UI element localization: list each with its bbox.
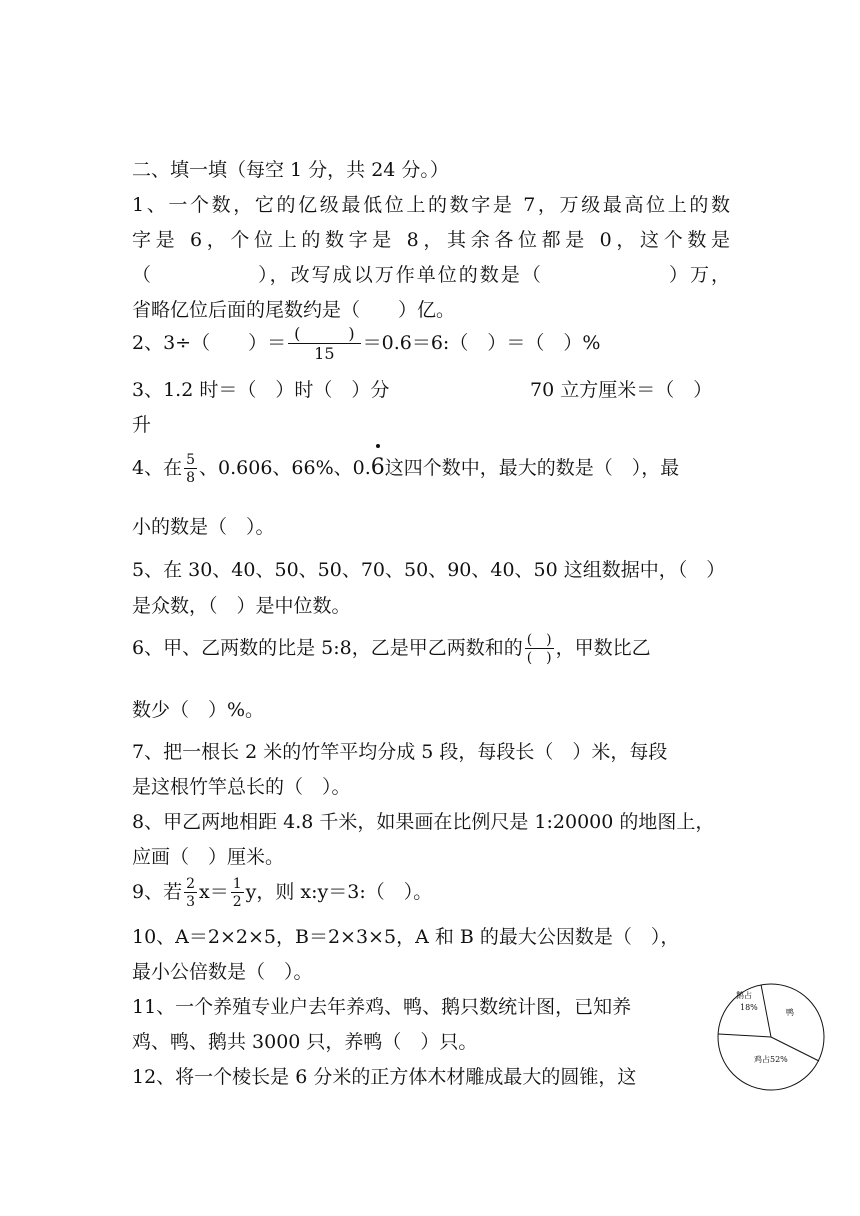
- q1-line-1: 1、一个数，它的亿级最低位上的数字是 7，万级最高位上的数: [132, 194, 730, 216]
- q1-line-3: （ ），改写成以万作单位的数是（ ）万，: [132, 264, 730, 286]
- q6-fraction-denominator: ( ): [526, 650, 552, 666]
- pie-chart: [716, 982, 826, 1092]
- q9-fraction-2-denominator: 2: [232, 894, 242, 910]
- q9-fraction-2-numerator: 1: [232, 876, 242, 892]
- q4-line-2: 小的数是（ ）。: [132, 516, 275, 538]
- q6-fraction-numerator: ( ): [526, 632, 552, 648]
- q5-line-2: 是众数，（ ）是中位数。: [132, 595, 351, 617]
- q9-middle: x＝: [199, 881, 229, 903]
- q9-fraction-1-denominator: 3: [186, 894, 196, 910]
- q4-fraction: [184, 453, 197, 485]
- q9-suffix: y，则 x:y＝3:（ ）。: [245, 881, 433, 903]
- q9-line: [132, 872, 432, 912]
- q11-line-2: 鸡、鸭、鹅共 3000 只，养鸭（ ）只。: [132, 1031, 478, 1053]
- q4-fraction-denominator: 8: [186, 470, 196, 486]
- q10-line-2: 最小公倍数是（ ）。: [132, 961, 313, 983]
- q6-line-1: [132, 628, 651, 668]
- q7-line-2: 是这根竹竿总长的（ ）。: [132, 776, 351, 798]
- q9-prefix: 9、若: [132, 881, 183, 903]
- pie-label-goose-percent: 18%: [740, 1003, 758, 1012]
- pie-label-goose: 鹅占: [736, 991, 752, 1000]
- q4-prefix: 4、在: [132, 457, 183, 479]
- q4-line-1: [132, 448, 679, 488]
- q9-fraction-1-numerator: 2: [186, 876, 196, 892]
- q2-fraction: [288, 326, 361, 362]
- q12-line-1: 12、将一个棱长是 6 分米的正方体木材雕成最大的圆锥，这: [132, 1066, 637, 1088]
- q7-line-1: 7、把一根长 2 米的竹竿平均分成 5 段，每段长（ ）米，每段: [132, 741, 668, 763]
- q10-line-1: 10、A＝2×2×5，B＝2×3×5，A 和 B 的最大公因数是（ ），: [132, 926, 680, 948]
- q4-fraction-numerator: 5: [186, 452, 196, 468]
- q8-line-1: 8、甲乙两地相距 4.8 千米，如果画在比例尺是 1:20000 的地图上，: [132, 811, 715, 833]
- q3-line-2: 升: [132, 414, 152, 436]
- q4-middle: 、0.606、66%、0.: [199, 457, 371, 479]
- q9-fraction-2: [231, 877, 244, 909]
- q5-line-1: 5、在 30、40、50、50、70、50、90、40、50 这组数据中，（ ）: [132, 559, 726, 581]
- q9-fraction-1: [184, 877, 197, 909]
- q6-line-2: 数少（ ）%。: [132, 699, 265, 721]
- q2-prefix: 2、3÷（ ）＝: [132, 332, 287, 354]
- q3-left: 3、1.2 时＝（ ）时（ ）分: [132, 379, 390, 401]
- q2-suffix: ＝0.6＝6:（ ）＝（ ）%: [362, 332, 601, 354]
- section-title: 二、填一填（每空 1 分，共 24 分。）: [132, 159, 449, 181]
- q2-line: [132, 326, 600, 362]
- q2-fraction-numerator: ( ): [288, 326, 361, 344]
- q6-fraction: [525, 633, 554, 665]
- q1-line-2: 字是 6，个位上的数字是 8，其余各位都是 0，这个数是: [132, 229, 730, 251]
- q6-prefix: 6、甲、乙两数的比是 5:8，乙是甲乙两数和的: [132, 637, 523, 659]
- q6-suffix: ，甲数比乙: [555, 637, 651, 659]
- q11-line-1: 11、一个养殖专业户去年养鸡、鸭、鹅只数统计图，已知养: [132, 996, 632, 1018]
- q4-suffix: 这四个数中，最大的数是（ ），最: [384, 457, 680, 479]
- pie-label-chicken: 鸡占52%: [754, 1055, 788, 1064]
- pie-label-duck: 鸭: [786, 1008, 794, 1017]
- q2-fraction-denominator: 15: [314, 344, 335, 363]
- q1-line-4: 省略亿位后面的尾数约是（ ）亿。: [132, 299, 456, 321]
- q8-line-2: 应画（ ）厘米。: [132, 846, 285, 868]
- q4-repeating-digit: 6: [371, 448, 385, 488]
- q3-right: 70 立方厘米＝（ ）: [530, 379, 713, 401]
